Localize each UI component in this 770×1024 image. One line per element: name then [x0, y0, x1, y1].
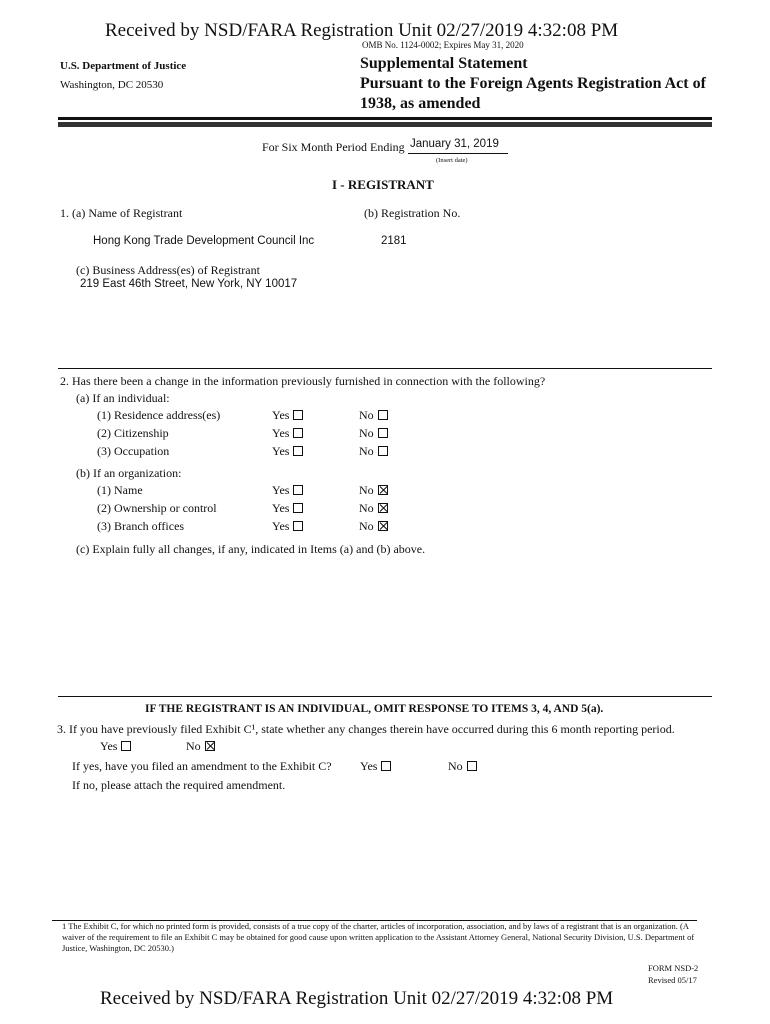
q2b1-no: No	[359, 483, 388, 498]
q2b3-no-checkbox[interactable]	[378, 521, 388, 531]
q3-amend-no-checkbox[interactable]	[467, 761, 477, 771]
q2b2-no: No	[359, 501, 388, 516]
q1b-label: (b) Registration No.	[364, 206, 461, 220]
q2b2-label: (2) Ownership or control	[97, 501, 217, 515]
q2b3-no: No	[359, 519, 388, 534]
q2a3-yes-checkbox[interactable]	[293, 446, 303, 456]
department-name: U.S. Department of Justice	[60, 60, 187, 72]
section-rule-1	[58, 368, 712, 369]
q2a1-no-checkbox[interactable]	[378, 410, 388, 420]
omit-instruction: IF THE REGISTRANT IS AN INDIVIDUAL, OMIT RESPONSE TO ITEMS 3, 4, AND 5(a).	[145, 703, 604, 715]
q2b2-yes: Yes	[272, 501, 303, 516]
q3-label: 3. If you have previously filed Exhibit C¹, state whether any changes therein have occurred during this 6 month reporting period.	[57, 722, 675, 736]
q2b3-label: (3) Branch offices	[97, 519, 185, 533]
footnote-text: 1 The Exhibit C, for which no printed form is provided, consists of a true copy of the charter, articles of incorporation, association, and by laws of a registrant that is an organization. (A waiver of the requirement to file an Exhibit C may be obtained for good cause upon written application to the Assistant Attorney General, National Security Division, U.S. Department of Justice, Washington, DC 20530.)	[62, 921, 695, 953]
q2a3-no: No	[359, 444, 388, 459]
q2a3-yes: Yes	[272, 444, 303, 459]
header-rule-top	[58, 117, 712, 120]
q3-yes-checkbox[interactable]	[121, 741, 131, 751]
q2a3-no-checkbox[interactable]	[378, 446, 388, 456]
q2a2-no: No	[359, 426, 388, 441]
period-label: For Six Month Period Ending	[262, 140, 405, 154]
received-stamp-top: Received by NSD/FARA Registration Unit 02/27/2019 4:32:08 PM	[105, 20, 619, 41]
form-number: FORM NSD-2	[648, 963, 699, 973]
period-hint: (Insert date)	[436, 157, 468, 164]
q2a-label: (a) If an individual:	[76, 391, 170, 405]
section-heading-registrant: I - REGISTRANT	[332, 177, 434, 192]
q2b3-yes: Yes	[272, 519, 303, 534]
q2a2-yes: Yes	[272, 426, 303, 441]
q2c-label: (c) Explain fully all changes, if any, indicated in Items (a) and (b) above.	[76, 542, 426, 556]
q3-amend-yes-checkbox[interactable]	[381, 761, 391, 771]
header-rule-bottom	[58, 122, 712, 127]
q2a2-no-checkbox[interactable]	[378, 428, 388, 438]
q3-amend-no: No	[448, 759, 477, 774]
form-title-line1: Supplemental Statement	[360, 55, 528, 72]
section-rule-2	[58, 696, 712, 697]
registration-number: 2181	[381, 235, 407, 247]
q2b3-yes-checkbox[interactable]	[293, 521, 303, 531]
q2a3-label: (3) Occupation	[97, 444, 170, 458]
q3-no-checkbox[interactable]	[205, 741, 215, 751]
q2b1-yes: Yes	[272, 483, 303, 498]
q2a1-yes-checkbox[interactable]	[293, 410, 303, 420]
q3-amend-label: If yes, have you filed an amendment to the Exhibit C?	[72, 759, 332, 773]
q2-label: 2. Has there been a change in the information previously furnished in connection with the following?	[60, 374, 546, 388]
received-stamp-bottom: Received by NSD/FARA Registration Unit 02/27/2019 4:32:08 PM	[100, 988, 614, 1009]
q2a1-yes: Yes	[272, 408, 303, 423]
form-title-line3: 1938, as amended	[360, 95, 481, 112]
form-revised: Revised 05/17	[648, 975, 697, 985]
q3-no: No	[186, 739, 215, 754]
period-value: January 31, 2019	[410, 138, 499, 150]
q1c-label: (c) Business Address(es) of Registrant	[76, 263, 260, 277]
q3-yes: Yes	[100, 739, 131, 754]
q2a2-label: (2) Citizenship	[97, 426, 169, 440]
q2a1-no: No	[359, 408, 388, 423]
omb-number: OMB No. 1124-0002; Expires May 31, 2020	[362, 40, 524, 50]
q2b1-no-checkbox[interactable]	[378, 485, 388, 495]
q2b-label: (b) If an organization:	[76, 466, 182, 480]
period-underline	[408, 153, 508, 154]
q2b2-no-checkbox[interactable]	[378, 503, 388, 513]
department-city: Washington, DC 20530	[60, 79, 164, 91]
q3-amend-yes: Yes	[360, 759, 391, 774]
q2b2-yes-checkbox[interactable]	[293, 503, 303, 513]
q2b1-label: (1) Name	[97, 483, 143, 497]
registrant-address: 219 East 46th Street, New York, NY 10017	[80, 278, 298, 290]
q2b1-yes-checkbox[interactable]	[293, 485, 303, 495]
registrant-name: Hong Kong Trade Development Council Inc	[93, 235, 315, 247]
q2a2-yes-checkbox[interactable]	[293, 428, 303, 438]
q3-attach-note: If no, please attach the required amendment.	[72, 778, 286, 792]
q2a1-label: (1) Residence address(es)	[97, 408, 221, 422]
q1a-label: 1. (a) Name of Registrant	[60, 206, 183, 220]
form-title-line2: Pursuant to the Foreign Agents Registration Act of	[360, 75, 706, 92]
